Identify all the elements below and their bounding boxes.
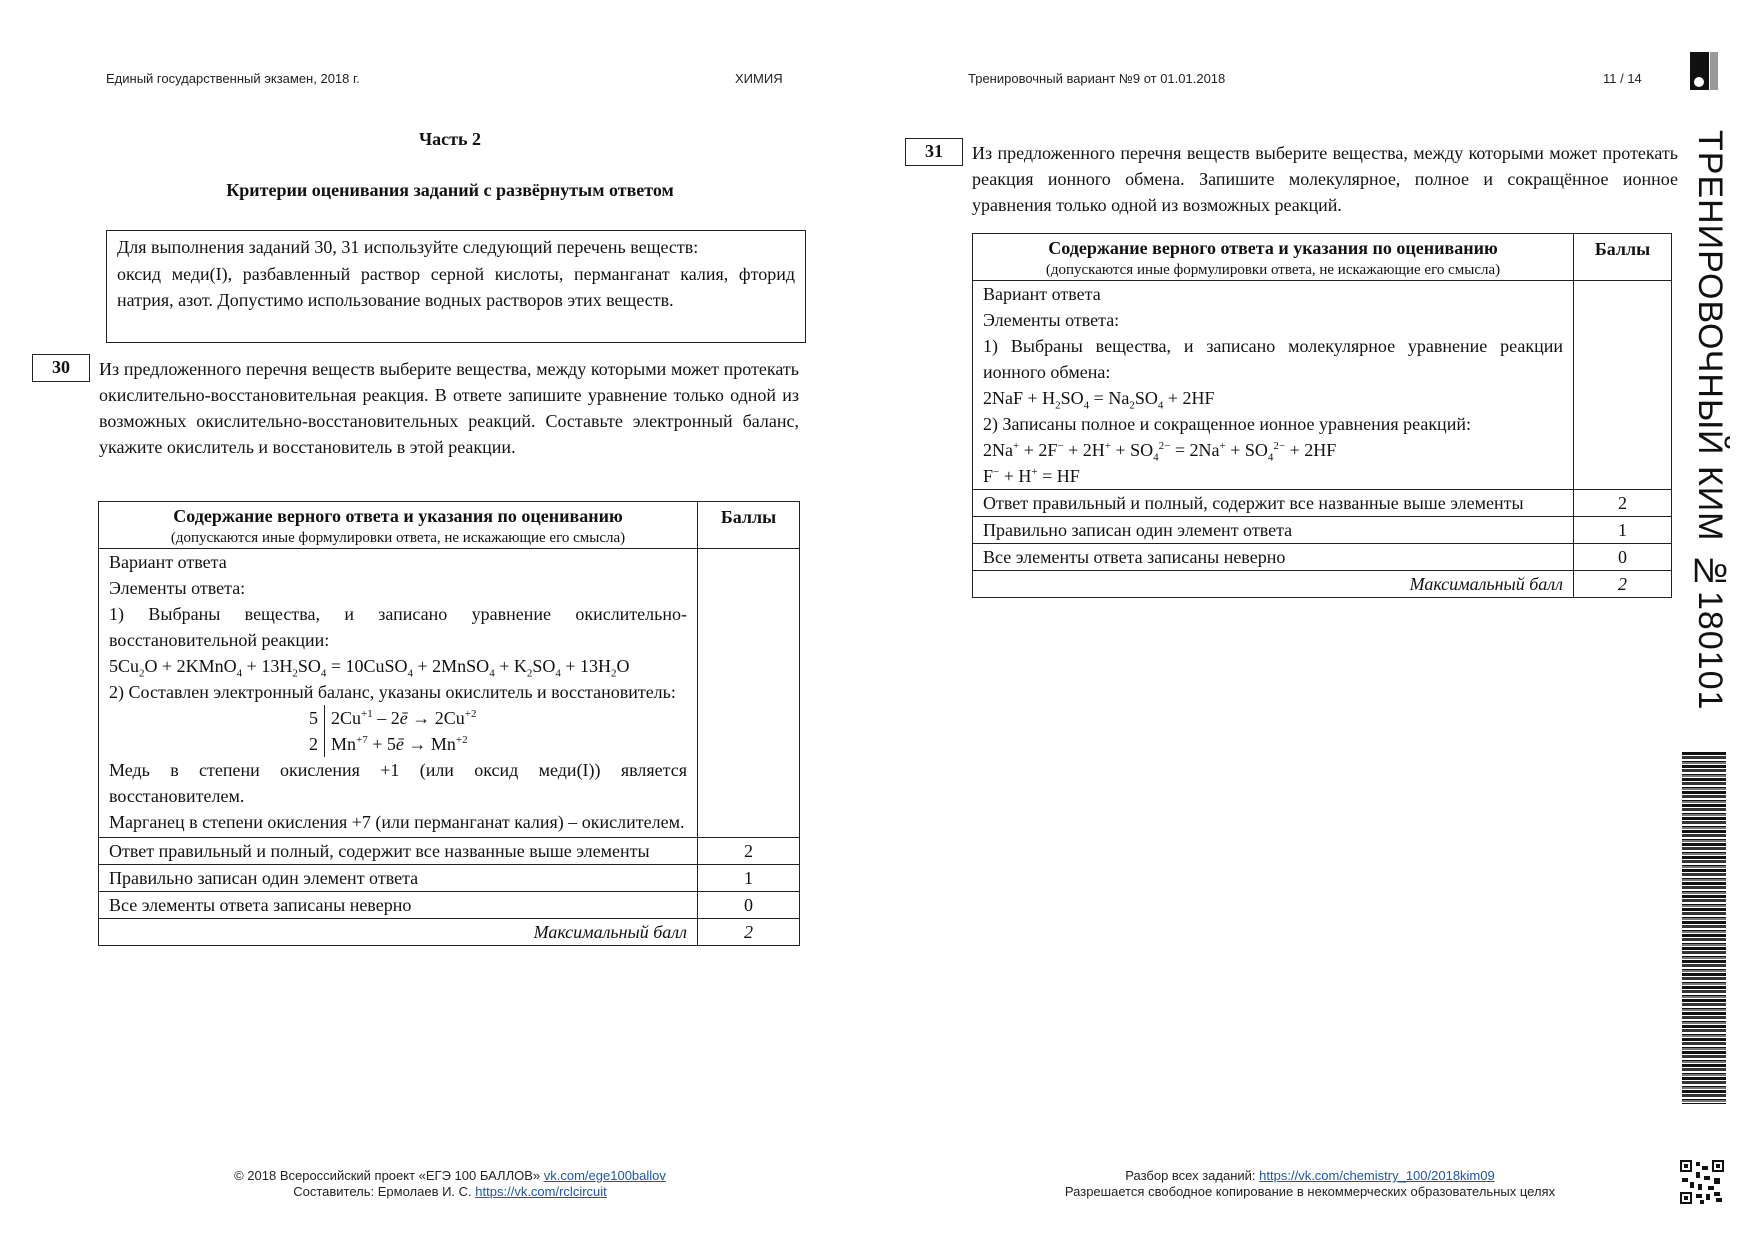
substances-list-box <box>106 230 806 343</box>
task-31-number: 31 <box>905 138 963 166</box>
qr-code-icon <box>1680 1160 1724 1204</box>
footer-analysis-link[interactable]: https://vk.com/chemistry_100/2018kim09 <box>1259 1168 1495 1183</box>
balance-eq-cu: $2Cu^{+1}$ – 2ē → $2Cu^{+2}$ <box>331 708 477 728</box>
criteria-points: 0 <box>698 892 800 919</box>
criteria-row <box>973 517 1672 544</box>
max-score-row <box>973 571 1672 598</box>
barcode-icon <box>1682 752 1726 1104</box>
vertical-kim-title: ТРЕНИРОВОЧНЫЙ КИМ №180101 <box>1691 130 1729 711</box>
answer-reducer: Медь в степени окисления +1 (или оксид меди(I)) является восстановителем. <box>109 760 687 806</box>
balance-eq-mn: $Mn^{+7}$ + 5ē → $Mn^{+2}$ <box>331 734 468 754</box>
criteria-row <box>973 544 1672 571</box>
answer-variant: Вариант ответа <box>983 284 1101 304</box>
answer-item-2: 2) Составлен электронный баланс, указаны окислитель и восстановитель: <box>109 682 676 702</box>
short-ionic-equation: F− + H+ = HF <box>983 466 1080 486</box>
footer-vk-link[interactable]: vk.com/ege100ballov <box>543 1168 666 1183</box>
content-header: Содержание верного ответа и указания по оцениванию <box>1048 238 1498 258</box>
footer-analysis-label: Разбор всех заданий: <box>1125 1168 1256 1183</box>
header-exam-title: Единый государственный экзамен, 2018 г. <box>106 71 360 86</box>
part-subtitle: Критерии оценивания заданий с развёрнутым ответом <box>226 180 674 200</box>
answer-item-2: 2) Записаны полное и сокращенное ионное уравнения реакций: <box>983 414 1471 434</box>
max-score-row <box>99 919 800 946</box>
criteria-row <box>99 838 800 865</box>
content-header: Содержание верного ответа и указания по оцениванию <box>173 506 623 526</box>
criteria-text: Ответ правильный и полный, содержит все названные выше элементы <box>99 838 698 865</box>
footer-author: Составитель: Ермолаев И. С. <box>293 1184 472 1199</box>
answer-row <box>99 549 800 838</box>
criteria-text: Правильно записан один элемент ответа <box>99 865 698 892</box>
criteria-points: 1 <box>698 865 800 892</box>
footer-license: Разрешается свободное копирование в некоммерческих образовательных целях <box>1064 1184 1556 1199</box>
molecular-equation: $2NaF + H_2SO_4 = Na_2SO_4 + 2HF$ <box>983 388 1215 412</box>
criteria-points: 0 <box>1574 544 1672 571</box>
answer-elements-label: Элементы ответа: <box>983 310 1120 330</box>
criteria-text: Все элементы ответа записаны неверно <box>99 892 698 919</box>
footer-author-link[interactable]: https://vk.com/rclcircuit <box>475 1184 607 1199</box>
full-ionic-equation: $2Na^+ + 2F^- + 2H^+ + SO_4^{2-} = 2Na^+ + SO_4^{2-} + 2HF$ <box>983 440 1337 464</box>
answer-oxidizer: Марганец в степени окисления +7 (или перманганат калия) – окислителем. <box>109 812 685 832</box>
footer-copyright: © 2018 Всероссийский проект «ЕГЭ 100 БАЛЛОВ» <box>234 1168 541 1183</box>
balance-coef-cu: 5 <box>309 708 318 728</box>
criteria-points: 2 <box>698 838 800 865</box>
footer-right <box>1000 1168 1620 1200</box>
answer-item-1: 1) Выбраны вещества, и записано молекулярное уравнение реакции ионного обмена: <box>983 336 1563 382</box>
criteria-row <box>99 865 800 892</box>
criteria-text: Все элементы ответа записаны неверно <box>973 544 1574 571</box>
table-header-row <box>99 502 800 549</box>
points-header: Баллы <box>698 502 800 549</box>
answer-elements-label: Элементы ответа: <box>109 578 246 598</box>
substances-intro: Для выполнения заданий 30, 31 используйте следующий перечень веществ: <box>117 237 699 257</box>
header-page-number: 11 / 14 <box>1603 71 1642 86</box>
footer-left <box>150 1168 750 1200</box>
criteria-row <box>99 892 800 919</box>
redox-equation: $5Cu_2O$ + 2KMnO$_4$ + $13H_2SO_4$ = 10CuSO$_4$ + 2MnSO$_4$ + $K_2SO_4 + 13H_2O$ <box>109 656 630 680</box>
criteria-text: Правильно записан один элемент ответа <box>973 517 1574 544</box>
table-header-row <box>973 234 1672 281</box>
substances-list: оксид меди(I), разбавленный раствор серной кислоты, перманганат калия, фторид натрия, азот. Допустимо использование водных растворов этих веществ. <box>117 264 795 310</box>
criteria-row <box>973 490 1672 517</box>
criteria-points: 1 <box>1574 517 1672 544</box>
answer-variant: Вариант ответа <box>109 552 227 572</box>
task-31-criteria-table <box>972 233 1672 598</box>
content-header-note: (допускаются иные формулировки ответа, не искажающие его смысла) <box>1045 262 1501 278</box>
header-variant: Тренировочный вариант №9 от 01.01.2018 <box>968 71 1226 86</box>
answer-item-1: 1) Выбраны вещества, и записано уравнение окислительно-восстановительной реакции: <box>109 604 687 650</box>
answer-row <box>973 281 1672 490</box>
max-score-label: Максимальный балл <box>99 919 698 946</box>
header-subject: ХИМИЯ <box>735 71 783 86</box>
task-31-question: Из предложенного перечня веществ выберите вещества, между которыми может протекать реакция ионного обмена. Запишите молекулярное, полное и сокращённое ионное уравнения только одной из возможных реакций. <box>972 143 1678 215</box>
task-30-number: 30 <box>32 354 90 382</box>
max-score-value: 2 <box>698 919 800 946</box>
max-score-label: Максимальный балл <box>973 571 1574 598</box>
criteria-text: Ответ правильный и полный, содержит все названные выше элементы <box>973 490 1574 517</box>
max-score-value: 2 <box>1574 571 1672 598</box>
balance-coef-mn: 2 <box>309 734 318 754</box>
content-header-note: (допускаются иные формулировки ответа, не искажающие его смысла) <box>170 530 626 546</box>
points-header: Баллы <box>1574 234 1672 281</box>
task-30-question: Из предложенного перечня веществ выберите вещества, между которыми может протекать окислительно-восстановительная реакция. В ответе запишите уравнение только одной из возможных окислительно-восстановительных реакций. Составьте электронный баланс, укажите окислитель и восстановитель в этой реакции. <box>99 359 799 457</box>
task-30-criteria-table <box>98 501 800 946</box>
part-title: Часть 2 <box>418 129 482 149</box>
electron-balance <box>309 705 687 757</box>
criteria-points: 2 <box>1574 490 1672 517</box>
ege-logo-icon <box>1690 52 1720 90</box>
